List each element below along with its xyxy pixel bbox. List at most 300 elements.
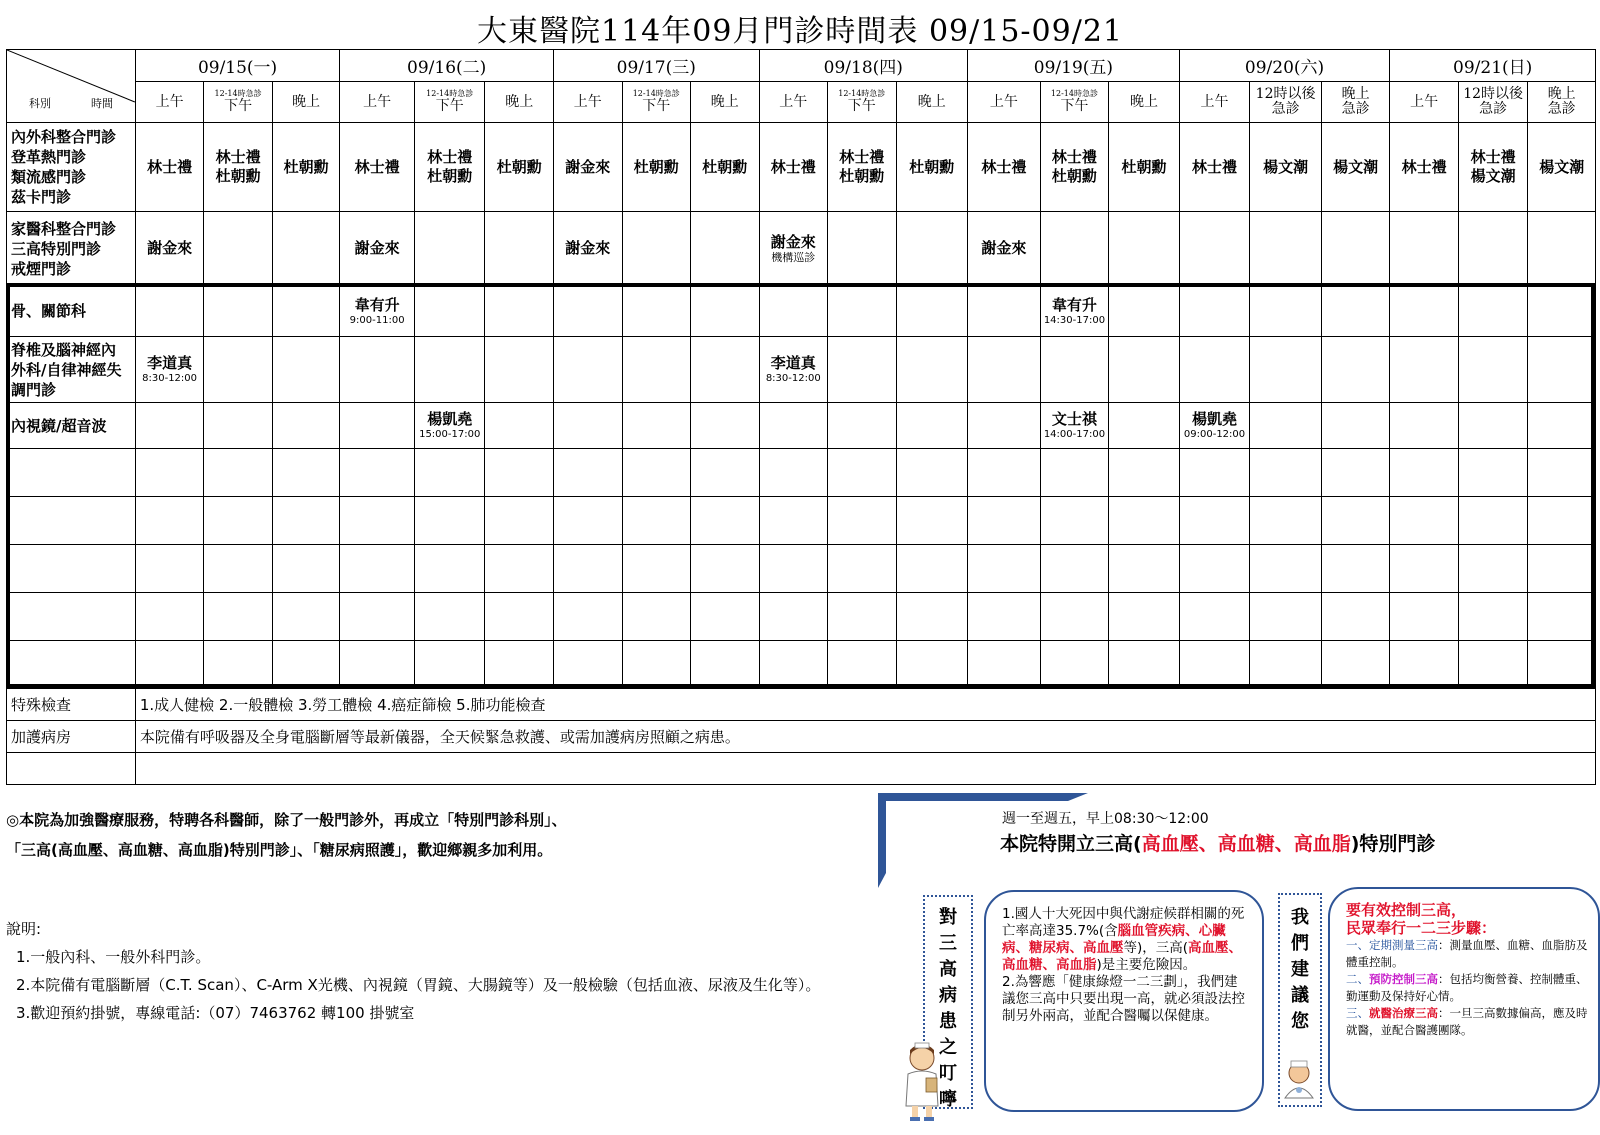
promo-line-2: 「三高(高血壓、高血糖、高血脂)特別門診」、「糖尿病照護」，歡迎鄉親多加利用。 [6,841,553,859]
schedule-cell [1390,212,1459,286]
empty-cell [1040,593,1109,641]
empty-cell [135,545,204,593]
schedule-cell [691,286,760,337]
slot-label: 上午 [573,93,602,110]
slot-label: 晚上 [710,93,739,110]
department-name-line: 脊椎及腦神經內 [11,340,117,359]
slot-label: 下午 [642,97,671,114]
empty-row [7,593,1596,641]
empty-cell [1040,641,1109,689]
schedule-cell [340,286,415,337]
empty-cell [7,641,136,689]
empty-cell [968,449,1041,497]
empty-cell [896,593,968,641]
schedule-cell [1390,123,1459,212]
schedule-cell [1250,212,1322,286]
doctor-name: 杜朝勳 [496,157,542,176]
slot-label: 急診 [1341,101,1370,117]
date-header: 09/15(一) [135,50,339,82]
empty-cell [622,593,691,641]
empty-cell [7,593,136,641]
slot-label: 晚上 [505,93,534,110]
empty-cell [340,593,415,641]
doctor-name: 韋有升 [354,295,400,314]
empty-cell [896,449,968,497]
schedule-cell [1179,403,1250,449]
slot-label: 上午 [155,93,184,110]
empty-cell [691,641,760,689]
schedule-cell [1321,286,1390,337]
doctor-name: 楊凱堯 [427,410,473,428]
notes-section [6,915,820,1027]
empty-cell [828,593,897,641]
page-title: 大東醫院114年09月門診時間表 09/15-09/21 [476,14,1124,49]
schedule-cell [1390,337,1459,403]
empty-cell [622,545,691,593]
empty-cell [204,449,273,497]
empty-cell [554,449,623,497]
empty-cell [828,449,897,497]
date-header-row [7,50,1596,82]
doctor-name: 林士禮 [215,148,261,166]
schedule-cell [1528,403,1596,449]
schedule-cell [1528,337,1596,403]
empty-cell [7,497,136,545]
empty-cell [554,545,623,593]
schedule-cell [759,286,828,337]
clinic-hours: 14:00-17:00 [1043,429,1106,440]
schedule-cell [340,123,415,212]
department-row [7,123,1596,212]
clinic-hours: 8:30-12:00 [765,373,821,384]
schedule-cell [414,286,485,337]
empty-cell [340,545,415,593]
date-header: 09/20(六) [1179,50,1390,82]
vertical-char: 嚀 [939,1089,957,1110]
department-name-line: 外科/自律神經失 [11,360,122,379]
clinic-hours: 8:30-12:00 [142,373,198,384]
empty-cell [135,641,204,689]
empty-cell [759,641,828,689]
slot-header [691,82,760,123]
schedule-cell [759,337,828,403]
department-name-line: 家醫科整合門診 [11,219,117,238]
empty-cell [759,545,828,593]
doctor-name: 文士祺 [1051,410,1097,428]
schedule-cell [1321,403,1390,449]
clinic-hours: 15:00-17:00 [419,429,481,440]
slot-header [759,82,828,123]
schedule-cell [896,337,968,403]
empty-cell [1528,641,1596,689]
department-name-line: 類流感門診 [11,168,87,186]
empty-cell [968,641,1041,689]
schedule-cell [828,403,897,449]
schedule-cell [204,337,273,403]
empty-cell [485,641,554,689]
doctor-name: 林士禮 [770,157,816,176]
vertical-char: 我 [1291,907,1309,928]
slot-label: 下午 [224,97,253,114]
doctor-name: 李道真 [147,354,193,372]
slot-header [554,82,623,123]
corner-time-label: 時間 [91,97,113,110]
schedule-cell [1040,403,1109,449]
empty-cell [485,545,554,593]
schedule-cell [204,286,273,337]
schedule-cell [135,403,204,449]
slot-header [896,82,968,123]
headline-part: )特別門診 [1350,833,1436,855]
empty-cell [1040,449,1109,497]
doctor-name: 林士禮 [1401,157,1447,176]
schedule-cell [968,403,1041,449]
slot-header [828,82,897,123]
schedule-cell [340,212,415,286]
vertical-char: 對 [939,907,957,928]
empty-cell [1109,497,1180,545]
schedule-cell [1321,123,1390,212]
schedule-cell [272,212,339,286]
doctor-name: 杜朝勳 [633,157,679,176]
schedule-cell [1458,403,1528,449]
schedule-cell [414,212,485,286]
department-row [7,337,1596,403]
step-key: 就醫治療三高 [1369,1006,1438,1020]
footer-row [7,721,1596,753]
schedule-cell [135,123,204,212]
promo-text [6,805,567,865]
footer-text: 1.成人健檢 2.一般體檢 3.勞工體檢 4.癌症篩檢 5.肺功能檢查 [135,689,1595,721]
empty-cell [135,497,204,545]
slot-header [1321,82,1390,123]
schedule-cell [968,286,1041,337]
date-header: 09/18(四) [759,50,968,82]
schedule-cell [1179,123,1250,212]
special-clinic-headline [1000,829,1435,856]
empty-cell [7,545,136,593]
schedule-cell [340,337,415,403]
doctor-name: 杜朝勳 [427,167,473,185]
slot-header [1179,82,1250,123]
slot-label: 晚上 [1547,86,1576,103]
schedule-cell [1390,286,1459,337]
doctor-name: 謝金來 [770,233,816,251]
empty-cell [1179,641,1250,689]
slot-header [622,82,691,123]
empty-cell [828,497,897,545]
schedule-cell [414,337,485,403]
risk-text: 1.國人十大死因中與代謝症候群相關的死亡率高達35.7%(含 [1002,906,1245,939]
empty-cell [1458,593,1528,641]
empty-cell [896,497,968,545]
empty-cell [272,593,339,641]
empty-cell [691,449,760,497]
empty-cell [1390,497,1459,545]
schedule-cell [272,123,339,212]
schedule-cell [1321,337,1390,403]
schedule-cell [828,286,897,337]
vertical-char: 建 [1291,959,1309,980]
step-text: ：包括均衡營養、控制體重、勤運動及保持好心情。 [1346,972,1588,1003]
empty-cell [204,593,273,641]
schedule-cell [691,337,760,403]
department-row [7,403,1596,449]
headline-red: 高血壓、高血糖、高血脂 [1141,833,1351,855]
empty-cell [1250,593,1322,641]
department-name-line: 三高特別門診 [11,239,102,258]
empty-cell [554,641,623,689]
empty-cell [204,641,273,689]
schedule-cell [1109,286,1180,337]
empty-cell [554,593,623,641]
empty-cell [1321,545,1390,593]
steps-heading-2: 民眾奉行一二三步驟： [1346,919,1497,937]
doctor-name: 楊文潮 [1470,167,1516,185]
empty-cell [691,497,760,545]
slot-label: 晚上 [917,93,946,110]
empty-cell [414,497,485,545]
notes-heading: 說明: [6,920,42,938]
empty-cell [622,641,691,689]
empty-cell [340,449,415,497]
schedule-cell [1528,123,1596,212]
date-header: 09/16(二) [340,50,554,82]
empty-cell [968,497,1041,545]
doctor-name: 謝金來 [565,157,611,176]
department-name [7,286,136,337]
headline-part: 本院特開立三高( [1000,833,1142,855]
doctor-name: 杜朝勳 [702,157,748,176]
empty-cell [340,497,415,545]
doctor-name: 林士禮 [1051,148,1097,166]
empty-cell [1250,545,1322,593]
schedule-cell [414,403,485,449]
schedule-cell [1321,212,1390,286]
department-row [7,212,1596,286]
date-header: 09/19(五) [968,50,1180,82]
slot-header [1458,82,1528,123]
vertical-char: 您 [1291,1011,1309,1032]
footer-row [7,753,1596,785]
slot-header [1390,82,1459,123]
doctor-name: 杜朝勳 [1051,167,1097,185]
vertical-char: 病 [939,985,957,1006]
doctor-name: 楊凱堯 [1192,410,1238,428]
special-clinic-schedule: 週一至週五，早上08:30～12:00 [1002,811,1209,827]
department-name [7,123,136,212]
department-name-line: 登革熱門診 [11,148,87,166]
schedule-cell [272,337,339,403]
note-item: 1.一般內科、一般外科門診。 [16,948,211,966]
empty-cell [1390,593,1459,641]
slot-header [1528,82,1596,123]
doctor-name: 林士禮 [1192,157,1238,176]
recommend-vertical-text [1280,905,1320,1035]
schedule-cell [691,403,760,449]
empty-cell [759,497,828,545]
schedule-cell [968,212,1041,286]
schedule-cell [554,123,623,212]
schedule-cell [622,403,691,449]
slot-header [340,82,415,123]
schedule-cell [272,403,339,449]
promo-line-1: ◎本院為加強醫療服務，特聘各科醫師，除了一般門診外，再成立「特別門診科別」、 [6,811,567,829]
slot-header [968,82,1041,123]
doctor-name: 杜朝勳 [1121,157,1167,176]
slot-header [1109,82,1180,123]
risk-three-highs: 高血壓、高血糖、高血脂 [1002,940,1243,973]
empty-cell [1109,593,1180,641]
step-number: 三、 [1346,1006,1369,1020]
schedule-cell [204,403,273,449]
schedule-cell [1040,286,1109,337]
schedule-cell [1179,337,1250,403]
empty-row [7,497,1596,545]
empty-cell [272,497,339,545]
empty-cell [1040,545,1109,593]
clinic-hours: 14:30-17:00 [1043,314,1106,326]
slot-label: 急診 [1271,101,1300,117]
schedule-cell [968,337,1041,403]
slot-header [204,82,273,123]
schedule-cell [691,123,760,212]
empty-cell [1321,593,1390,641]
footer-label: 加護病房 [7,721,136,753]
empty-cell [828,545,897,593]
doctor-note: 機構巡診 [771,251,816,264]
schedule-cell [622,337,691,403]
empty-cell [1390,545,1459,593]
schedule-cell [1390,403,1459,449]
vertical-char: 三 [939,933,957,954]
schedule-cell [1458,123,1528,212]
schedule-cell [204,212,273,286]
schedule-cell [622,123,691,212]
step-key: 預防控制三高 [1369,972,1438,986]
schedule-cell [1250,123,1322,212]
schedule-cell [1040,123,1109,212]
empty-cell [272,449,339,497]
empty-cell [414,449,485,497]
risk-text: 等)，三高( [1123,940,1189,956]
schedule-cell [1458,212,1528,286]
empty-cell [7,449,136,497]
doctor-name: 韋有升 [1051,295,1097,314]
clinic-hours: 09:00-12:00 [1183,429,1246,440]
empty-row [7,545,1596,593]
step-item [1346,1005,1588,1039]
department-name-line: 內外科整合門診 [11,128,117,146]
schedule-cell [485,403,554,449]
step-item [1346,937,1588,971]
clinic-hours: 9:00-11:00 [349,314,405,326]
schedule-cell [896,123,968,212]
empty-cell [1528,545,1596,593]
doctor-name: 楊文潮 [1333,157,1379,176]
schedule-cell [1250,403,1322,449]
schedule-cell [554,212,623,286]
date-header: 09/21(日) [1390,50,1596,82]
footer-label: 特殊檢查 [7,689,136,721]
empty-cell [554,497,623,545]
empty-cell [1390,641,1459,689]
step-key: 定期測量三高 [1369,938,1438,952]
vertical-char: 們 [1291,933,1309,954]
empty-cell [1109,449,1180,497]
empty-cell [1179,593,1250,641]
risk-text: )是主要危險因。 [1096,957,1197,973]
empty-cell [1528,497,1596,545]
department-name [7,337,136,403]
empty-cell [691,593,760,641]
empty-cell [828,641,897,689]
schedule-cell [1109,337,1180,403]
empty-cell [968,545,1041,593]
empty-cell [622,449,691,497]
empty-cell [272,545,339,593]
schedule-cell [554,286,623,337]
schedule-cell [485,212,554,286]
doctor-name: 謝金來 [354,239,400,257]
schedule-cell [204,123,273,212]
risk-info-box [984,890,1264,1112]
schedule-cell [485,337,554,403]
slot-er-note: 12-14時急診 [838,89,886,99]
doctor-name: 林士禮 [981,157,1027,176]
empty-cell [340,641,415,689]
vertical-char: 高 [939,959,957,980]
steps-info-box [1328,887,1600,1111]
step-number: 一、 [1346,938,1369,952]
vertical-char: 議 [1291,985,1309,1006]
slot-label: 急診 [1479,101,1508,117]
vertical-char: 患 [939,1011,957,1032]
slot-er-note: 12-14時急診 [632,89,680,99]
empty-cell [1040,497,1109,545]
doctor-illustration [1280,1058,1318,1100]
empty-cell [135,593,204,641]
footer-row [7,689,1596,721]
empty-cell [1390,449,1459,497]
slot-label: 急診 [1547,101,1576,117]
schedule-cell [340,403,415,449]
schedule-cell [554,403,623,449]
step-item [1346,971,1588,1005]
schedule-cell [1109,212,1180,286]
step-text: ：一旦三高數據偏高，應及時就醫，並配合醫護團隊。 [1346,1006,1588,1037]
vertical-char: 叮 [939,1063,957,1084]
schedule-cell [759,123,828,212]
doctor-name: 杜朝勳 [909,157,955,176]
schedule-cell [1250,286,1322,337]
slot-header [272,82,339,123]
empty-cell [485,449,554,497]
department-row [7,286,1596,337]
schedule-cell [828,212,897,286]
schedule-cell [135,212,204,286]
schedule-cell [896,286,968,337]
schedule-cell [759,403,828,449]
empty-cell [759,593,828,641]
empty-cell [135,449,204,497]
schedule-cell [414,123,485,212]
empty-cell [1528,593,1596,641]
empty-cell [414,593,485,641]
empty-cell [204,545,273,593]
doctor-name: 謝金來 [565,239,611,257]
empty-cell [1458,449,1528,497]
